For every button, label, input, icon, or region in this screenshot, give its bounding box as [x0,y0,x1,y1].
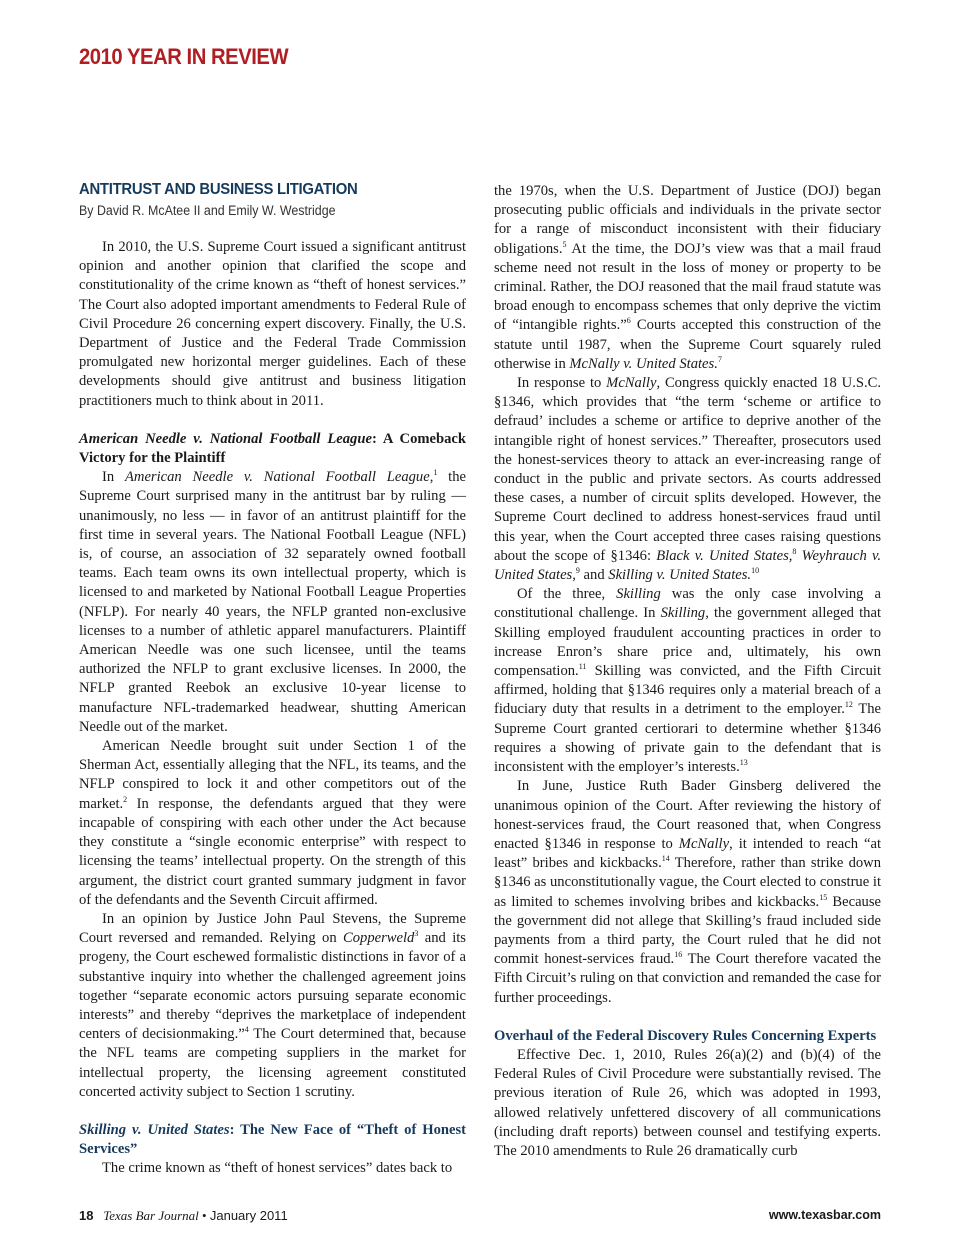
paragraph: The crime known as “theft of honest services” dates back to [102,1160,453,1177]
subheading-discovery-rules: Overhaul of the Federal Discovery Rules Concerning Experts [494,1027,877,1044]
footer-left [79,1208,288,1224]
footnote-ref: 10 [751,566,760,576]
footer-url[interactable]: www.texasbar.com [768,1208,881,1222]
footnote-ref: 14 [661,854,670,864]
journal-name: Texas Bar Journal [103,1208,199,1223]
article-title: ANTITRUST AND BUSINESS LITIGATION [79,181,358,198]
paragraph-continued: the 1970s, when the U.S. Department of Justice (DOJ) began prosecuting public officials and individuals in the private sector for a range of misconduct inconsistent with their fiduciary obligations.$^5$ At the time, the DOJ’s view was that a mail fraud scheme need not result in the loss of money or property to be criminal. Rather, the DOJ reasoned that the mail fraud statute was broad enough to encompass schemes that only deprive the victim of “intangible rights.”$^6$ Courts accepted this construction of the statute until 1987, when the Supreme Court squarely ruled otherwise in McNally v. United States.$^7$ [494,183,881,372]
paragraph: In American Needle v. National Football League,$^1$ the Supreme Court surprised many in the antitrust bar by ruling — unanimously, no less — in favor of an antitrust plaintiff for the first time in several years. The National Football League (NFL) is, of course, an association of 32 separately owned football teams. Each team owns its own intellectual property, which is licensed to and marketed by National Football League Properties (NFLP). For nearly 40 years, the NFLP granted non-exclusive licenses to a number of athletic apparel manufacturers. Plaintiff American Needle was one such licensee, until the teams authorized the NFLP to grant exclusive licenses. In 2000, the NFLP granted Reebok an exclusive 10-year license to manufacture NFL-trademarked headwear, shutting American Needle out of the market. [79,468,466,735]
issue-date: January 2011 [209,1208,288,1223]
paragraph: In June, Justice Ruth Bader Ginsberg delivered the unanimous opinion of the Court. After reviewing the history of honest-services fraud, the Court reasoned that, when Congress enacted §1346 in response to McNally, it intended to reach “at least” bribes and kickbacks.$^{14}$ Therefore, rather than strike down §1346 as unconstitutionally vague, the Court elected to construe it as limited to schemes involving bribes and kickbacks.$^{15}$ Because the government did not allege that Skilling’s fraud included side payments from a third party, the Court ruled that he did not commit honest-services fraud.$^{16}$ The Court therefore vacated the Fifth Circuit’s ruling on that conviction and remanded the case for further proceedings. [494,778,882,1006]
paragraph: American Needle brought suit under Section 1 of the Sherman Act, essentially alleging that the NFL, its teams, and the NFLP conspired to lock it and other competitors out of the market.$^2$ In response, the defendants argued that they were incapable of conspiring with each other under the Act because they constitute a “single economic enterprise” with respect to licensing the teams’ intellectual property. On the strength of this argument, the district court granted summary judgment in favor of the defendants and the Seventh Circuit affirmed. [79,738,466,908]
footnote-ref: 12 [844,700,853,710]
subheading-skilling: Skilling v. United States: The New Face of “Theft of Honest Services” [79,1121,467,1158]
footnote-ref: 6 [626,316,631,326]
paragraph: In an opinion by Justice John Paul Stevens, the Supreme Court reversed and remanded. Relying on Copperweld$^3$ and its progeny, the Court eschewed formalistic distinctions in favor of a substantive inquiry into whether the challenged agreement joins together “separate economic actors pursuing separate economic interests” and thereby “deprives the marketplace of independent centers of decisionmaking.”$^4$ The Court determined that, because the NFL teams are competing suppliers in the market for intellectual property, the licensing agreement constituted concerted activity subject to Section 1 scrutiny. [79,910,466,1100]
intro-paragraph: In 2010, the U.S. Supreme Court issued a significant antitrust opinion and another opinion that clarified the scope and constitutionality of the crime known as “theft of honest services.” The Court also adopted important amendments to Federal Rule of Civil Procedure 26 concerning expert discovery. Finally, the U.S. Department of Justice and the Federal Trade Commission promulgated new horizontal merger guidelines. Each of these developments should give antitrust and business litigation practitioners much to think about in 2011. [79,239,466,409]
footnote-ref: 8 [792,547,797,556]
footnote-ref: 9 [575,566,580,576]
footnote-ref: 13 [739,758,748,768]
footnote-ref: 5 [562,239,567,249]
paragraph: Of the three, Skilling was the only case involving a constitutional challenge. In Skilling, the government alleged that Skilling employed fraudulent accounting practices in order to increase Enron’s share price and, ultimately, his own compensation.$^{11}$ Skilling was convicted, and the Fifth Circuit affirmed, holding that §1346 requires only a material breach of a fiduciary duty that results in a detriment to the employer.$^{12}$ The Supreme Court granted certiorari to determine whether §1346 requires a showing of private gain to the defendant that is inconsistent with the employer’s interests.$^{13}$ [494,586,882,776]
footnote-ref: 1 [433,468,438,478]
article-byline: By David R. McAtee II and Emily W. Westridge [79,203,336,218]
footer-separator: • [202,1208,207,1223]
paragraph: Effective Dec. 1, 2010, Rules 26(a)(2) and (b)(4) of the Federal Rules of Civil Procedure were substantially revised. The previous iteration of Rule 26, which was adopted in 1993, allowed relatively unfettered discovery of all communications (including draft reports) between counsel and testifying experts. The 2010 amendments to Rule 26 dramatically curb [494,1046,881,1159]
section-banner: 2010 YEAR IN REVIEW [79,44,289,69]
page-number: 18 [79,1208,94,1223]
paragraph: In response to McNally, Congress quickly enacted 18 U.S.C. §1346, which provides that “the term ‘scheme or artifice to defraud’ includes a scheme or artifice to deprive another of the intangible right of honest services.” Thereafter, prosecutors used the honest-services theory to attack an ever-increasing range of conduct in the public and private sectors. As courts addressed these cases, a number of circuit splits developed. However, the Supreme Court declined to address honest-services fraud until this year, when the Court accepted three cases raising questions about the scope of §1346: Black v. United States,$^8$ Weyhrauch v. United States,$^9$ and Skilling v. United States.$^{10}$ [494,375,881,584]
footnote-ref: 2 [123,794,128,804]
footnote-ref: 4 [244,1025,249,1035]
footnote-ref: 3 [414,929,419,939]
footnote-ref: 7 [717,354,722,364]
footnote-ref: 15 [819,892,828,902]
left-column [79,180,466,1179]
footnote-ref: 11 [578,662,587,672]
subheading-american-needle: American Needle v. National Football League: A Comeback Victory for the Plaintiff [79,430,467,467]
footnote-ref: 16 [674,950,683,960]
right-column [494,182,881,1161]
